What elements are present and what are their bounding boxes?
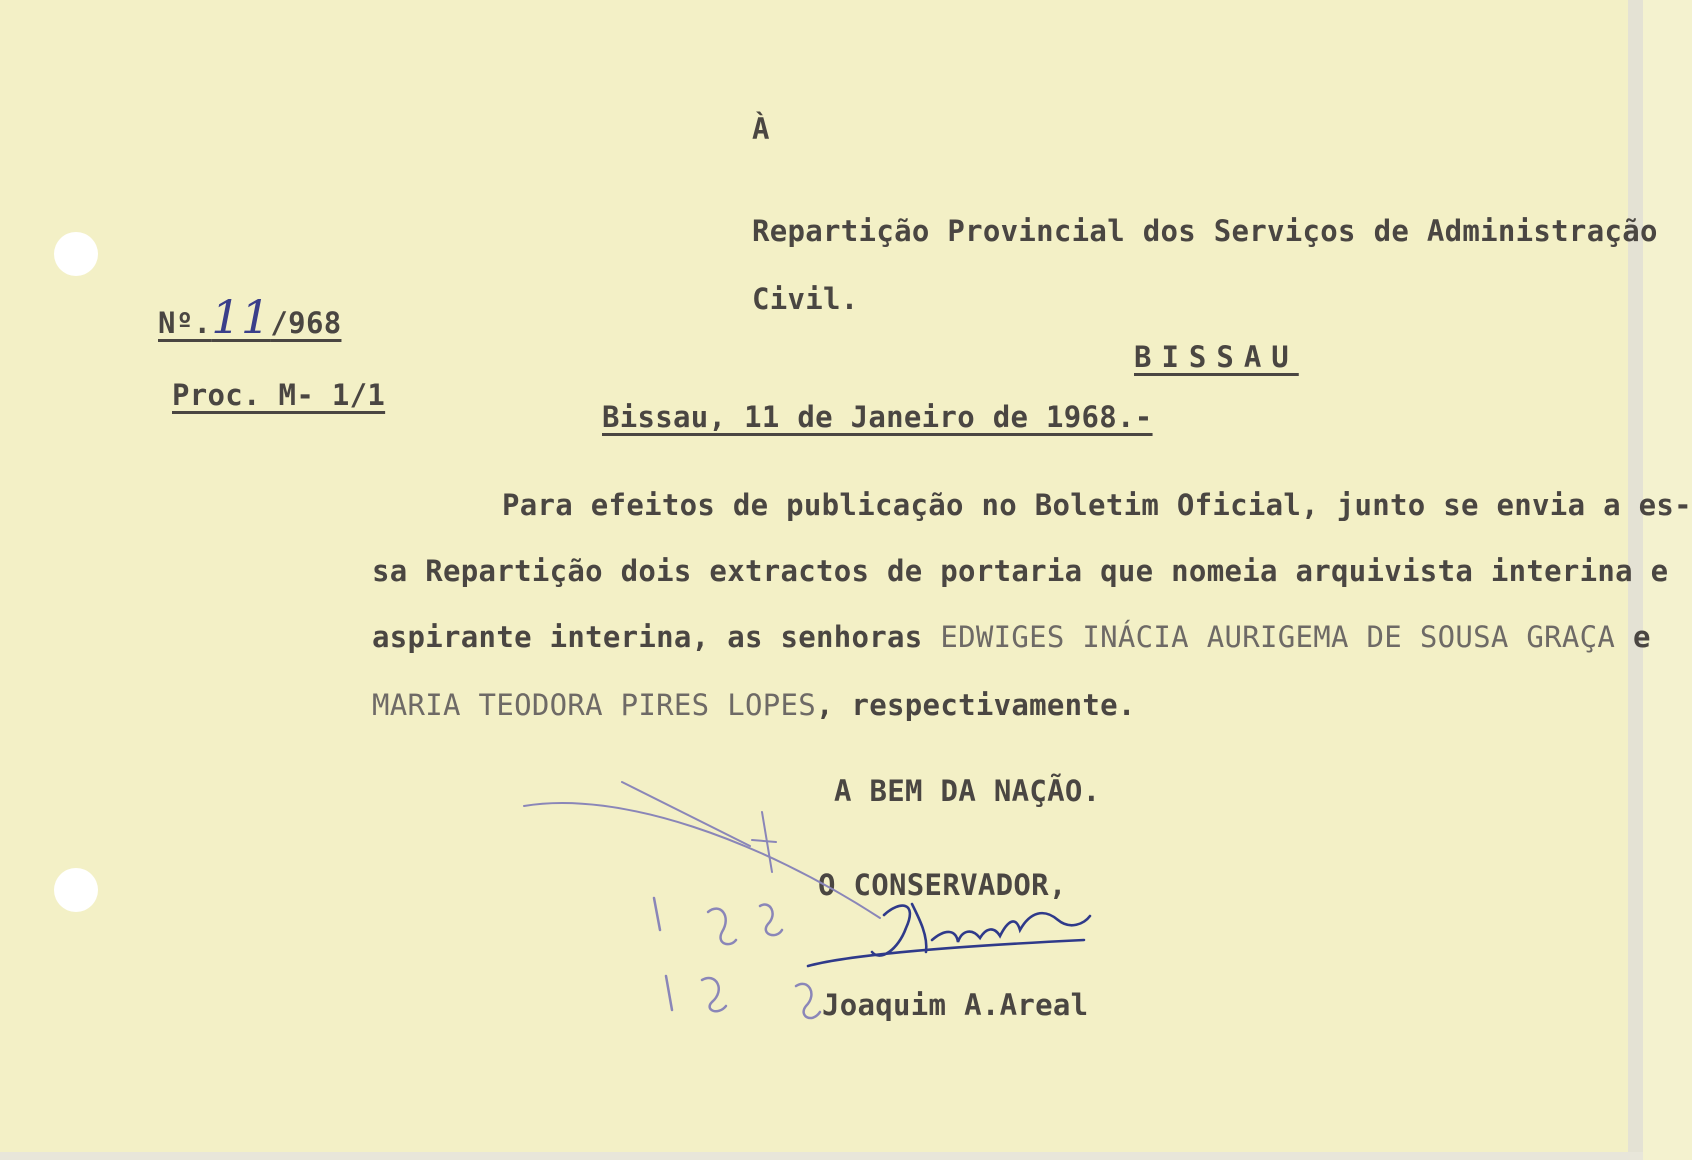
signature-scribble [808, 904, 1090, 966]
signatory-title: O CONSERVADOR, [818, 868, 1067, 902]
recipient-city: BISSAU [1134, 340, 1299, 374]
reference-number-suffix: /968 [270, 306, 342, 340]
body-line-3-start: aspirante interina, as senhoras [372, 620, 941, 654]
pencil-numbers [654, 898, 820, 1018]
body-line-1: Para efeitos de publicação no Boletim Oficial, junto se envia a es- [502, 488, 1692, 522]
body-line-4-end: , respectivamente. [816, 688, 1136, 722]
process-reference: Proc. M- 1/1 [172, 378, 386, 412]
reference-number-prefix: Nº. [158, 306, 212, 340]
handwritten-number: 11 [211, 290, 271, 344]
date-line: Bissau, 11 de Janeiro de 1968.- [602, 400, 1153, 434]
recipient-line-2: Civil. [752, 282, 859, 316]
body-line-2: sa Repartição dois extractos de portaria que nomeia arquivista interina e [372, 554, 1669, 588]
appointee-names-1: EDWIGES INÁCIA AURIGEMA DE SOUSA GRAÇA [940, 620, 1616, 654]
body-line-3-end: e [1615, 620, 1651, 654]
recipient-line-1: Repartição Provincial dos Serviços de Administração [752, 214, 1658, 248]
pencil-strike-lines [524, 782, 880, 918]
top-mark: À [752, 112, 770, 146]
closing-salutation: A BEM DA NAÇÃO. [834, 774, 1101, 808]
appointee-names-2: MARIA TEODORA PIRES LOPES [372, 688, 816, 722]
signatory-name: Joaquim A.Areal [822, 988, 1089, 1022]
